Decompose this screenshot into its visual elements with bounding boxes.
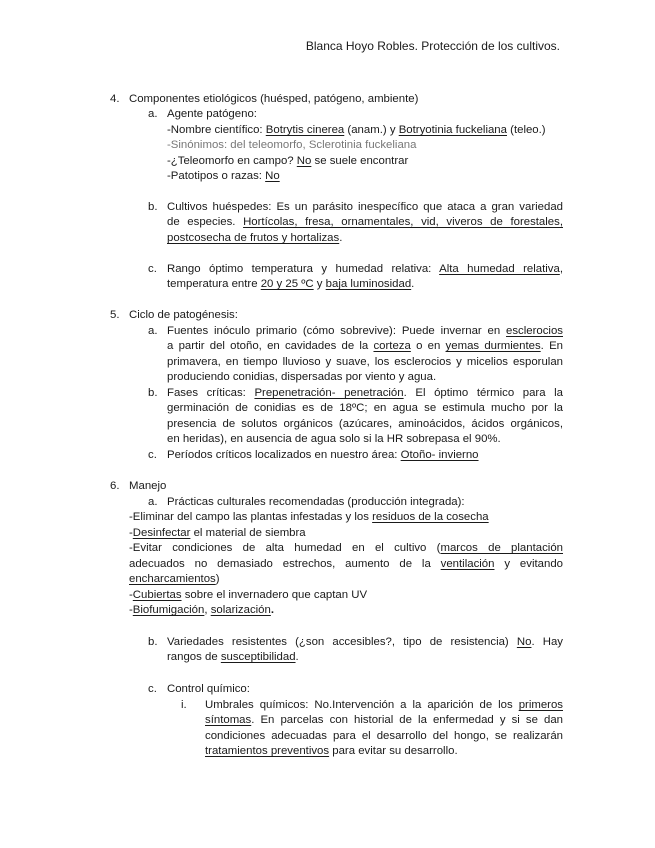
- optimal-range-line-2: temperatura entre 20 y 25 ºC y baja luminosidad.: [167, 278, 415, 290]
- item-5a-label: a.: [148, 325, 158, 337]
- synonyms-line: -Sinónimos: del teleomorfo, Sclerotinia fuckeliana: [167, 139, 417, 151]
- section-6-title: Manejo: [129, 480, 167, 492]
- page-header: Blanca Hoyo Robles. Protección de los cultivos.: [305, 39, 560, 53]
- critical-phases-line-1: Fases críticas: Prepenetración- penetración. El óptimo térmico para la: [167, 387, 564, 399]
- item-6a-title: Prácticas culturales recomendadas (producción integrada):: [167, 496, 465, 508]
- teleomorph-line: -¿Teleomorfo en campo? No se suele encontrar: [167, 155, 409, 167]
- item-5b-label: b.: [148, 387, 158, 399]
- item-4a-label: a.: [148, 108, 158, 120]
- inoculum-line-2: a partir del otoño, en cavidades de la corteza o en yemas durmientes. En: [167, 340, 563, 352]
- practice-line-4: adecuados no demasiado estrechos, aumento de la ventilación y evitando: [129, 558, 563, 570]
- threshold-line-1: Umbrales químicos: No.Intervención a la aparición de los primeros: [205, 699, 563, 711]
- practice-line-3: -Evitar condiciones de alta humedad en el cultivo (marcos de plantación: [129, 542, 563, 554]
- item-5c-label: c.: [148, 449, 157, 461]
- threshold-line-2: síntomas. En parcelas con historial de la enfermedad y si se dan: [205, 714, 563, 726]
- section-5-number: 5.: [110, 309, 120, 321]
- section-6-number: 6.: [110, 480, 120, 492]
- hosts-line-3: postcosecha de frutos y hortalizas.: [167, 232, 343, 244]
- scientific-name-line: -Nombre científico: Botrytis cinerea (anam.) y Botryotinia fuckeliana (teleo.): [167, 124, 546, 136]
- threshold-line-4: tratamientos preventivos para evitar su desarrollo.: [205, 745, 458, 757]
- critical-phases-line-2: germinación de conidias es de 18ºC; en agua se estimula mucho por la: [167, 402, 563, 414]
- critical-phases-line-3: presencia de solutos orgánicos (azúcares, aminoácidos, ácidos orgánicos,: [167, 418, 563, 430]
- section-4-number: 4.: [110, 93, 120, 105]
- inoculum-line-4: produciendo conidias, dispersadas por viento y agua.: [167, 371, 437, 383]
- hosts-line-2: de especies. Hortícolas, fresa, ornamentales, vid, viveros de forestales,: [167, 216, 563, 228]
- pathotypes-line: -Patotipos o razas: No: [167, 170, 280, 182]
- inoculum-line-3: primavera, en tiempo lluvioso y suave, los esclerocios y micelios esporulan: [167, 356, 563, 368]
- critical-periods-line: Períodos críticos localizados en nuestro área: Otoño- invierno: [167, 449, 479, 461]
- threshold-line-3: condiciones adecuadas para el desarrollo del hongo, se realizarán: [205, 730, 563, 742]
- practice-line-7: -Biofumigación, solarización.: [129, 604, 275, 616]
- item-6b-label: b.: [148, 636, 158, 648]
- item-6a-label: a.: [148, 496, 158, 508]
- optimal-range-line-1: Rango óptimo temperatura y humedad relativa: Alta humedad relativa,: [167, 263, 563, 275]
- practice-line-2: -Desinfectar el material de siembra: [129, 527, 306, 539]
- practice-line-1: -Eliminar del campo las plantas infestadas y los residuos de la cosecha: [129, 511, 489, 523]
- hosts-line-1: Cultivos huéspedes: Es un parásito inespecífico que ataca a gran variedad: [167, 201, 563, 213]
- practice-line-5: encharcamientos): [129, 573, 220, 585]
- practice-line-6: -Cubiertas sobre el invernadero que captan UV: [129, 589, 368, 601]
- item-4b-label: b.: [148, 201, 158, 213]
- item-4a-title: Agente patógeno:: [167, 108, 257, 120]
- section-4-title: Componentes etiológicos (huésped, patógeno, ambiente): [129, 93, 419, 105]
- section-5-title: Ciclo de patogénesis:: [129, 309, 238, 321]
- varieties-line-2: rangos de susceptibilidad.: [167, 651, 299, 663]
- critical-phases-line-4: en heridas), en ausencia de agua solo si la HR sobrepasa el 90%.: [167, 433, 501, 445]
- item-6c-title: Control químico:: [167, 683, 250, 695]
- varieties-line-1: Variedades resistentes (¿son accesibles?, tipo de resistencia) No. Hay: [167, 636, 563, 648]
- item-6c-label: c.: [148, 683, 157, 695]
- inoculum-line-1: Fuentes inóculo primario (cómo sobrevive): Puede invernar en esclerocios: [167, 325, 563, 337]
- subitem-i-label: i.: [181, 699, 187, 711]
- item-4c-label: c.: [148, 263, 157, 275]
